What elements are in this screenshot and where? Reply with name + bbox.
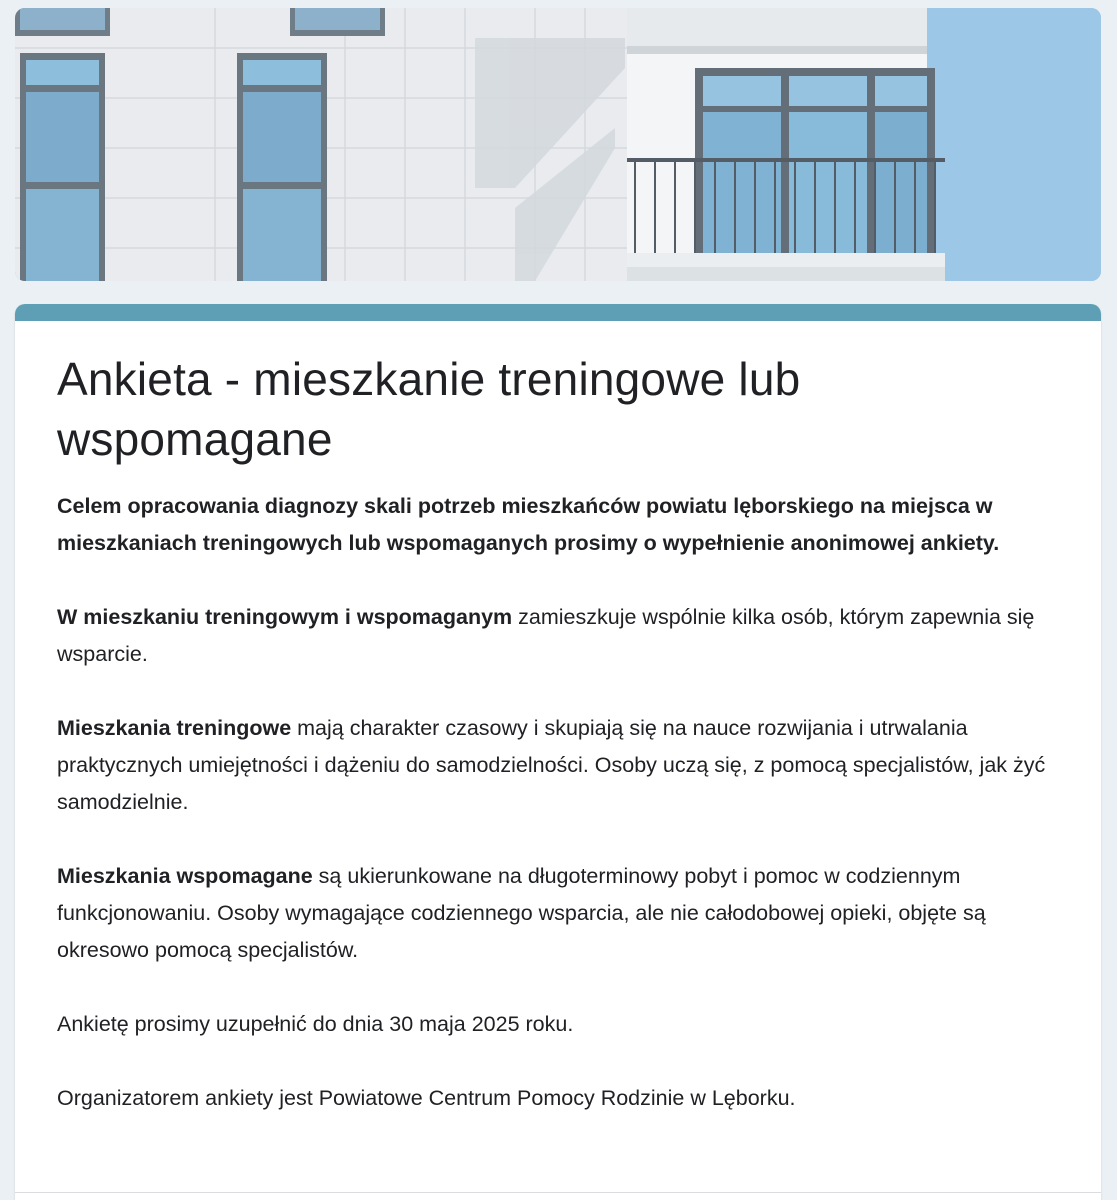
header-image <box>15 8 1101 281</box>
form-header-card <box>15 304 1101 1200</box>
form-title: Ankieta - mieszkanie treningowe lub wspomagane <box>57 353 801 465</box>
deadline-text: Ankietę prosimy uzupełnić do dnia 30 maja 2025 roku. <box>57 1012 574 1036</box>
paragraph-supported-text: są ukierunkowane na długoterminowy pobyt i pomoc w codziennym funkcjonowaniu. Osoby wymagające codziennego wsparcia, ale nie całodobowej opieki, objęte są okresowo pomocą specjalistów. <box>57 864 986 962</box>
organizer-text: Organizatorem ankiety jest Powiatowe Centrum Pomocy Rodzinie w Lęborku. <box>57 1086 796 1110</box>
intro-text: Celem opracowania diagnozy skali potrzeb mieszkańców powiatu lęborskiego na miejsca w mieszkaniach treningowych lub wspomaganych prosimy o wypełnienie anonimowej ankiety. <box>57 494 1000 555</box>
intro-paragraph <box>57 488 1059 562</box>
form-description <box>57 488 1059 1117</box>
paragraph-supported-bold: Mieszkania wspomagane <box>57 864 313 888</box>
paragraph-supported <box>57 858 1059 969</box>
card-accent-bar <box>15 304 1101 321</box>
paragraph-training <box>57 710 1059 821</box>
paragraph-training-text: mają charakter czasowy i skupiają się na nauce rozwijania i utrwalania praktycznych umiejętności i dążeniu do samodzielności. Osoby uczą się, z pomocą specjalistów, jak żyć samodzielnie. <box>57 716 1046 814</box>
card-divider <box>15 1192 1101 1193</box>
paragraph-definition-text: zamieszkuje wspólnie kilka osób, którym zapewnia się wsparcie. <box>57 605 1035 666</box>
paragraph-definition <box>57 599 1059 673</box>
paragraph-training-bold: Mieszkania treningowe <box>57 716 292 740</box>
paragraph-definition-bold: W mieszkaniu treningowym i wspomaganym <box>57 605 513 629</box>
